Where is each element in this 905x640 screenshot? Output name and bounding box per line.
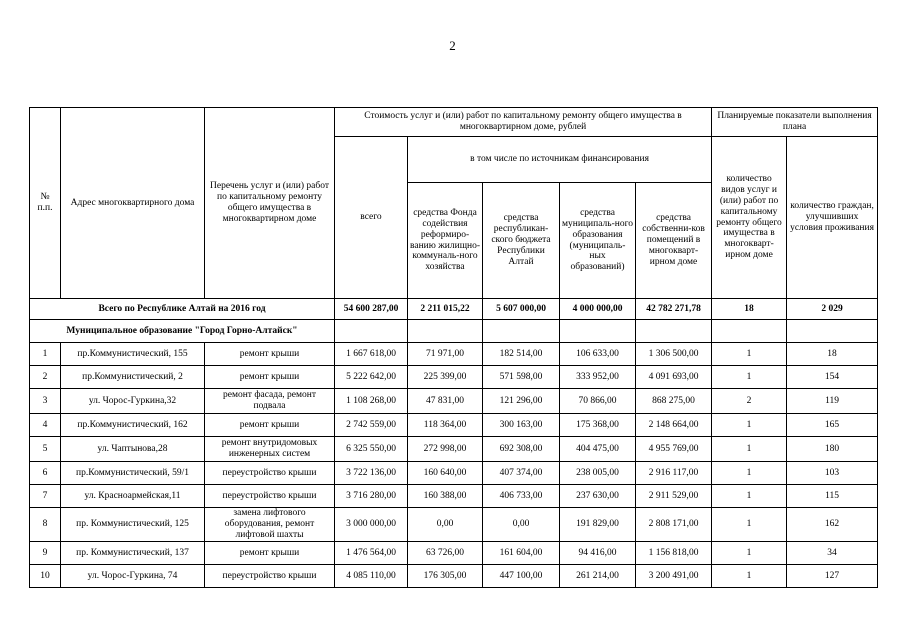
row-total: 3 000 000,00 (335, 508, 408, 542)
table-row (30, 366, 878, 389)
row-works: 1 (712, 366, 787, 389)
row-citizens: 103 (787, 462, 878, 485)
header-fund: средства Фонда содействия реформиро-ванию жилищно-коммуналь-ного хозяйства (408, 183, 483, 299)
row-citizens: 119 (787, 389, 878, 414)
row-owners: 2 808 171,00 (636, 508, 712, 542)
row-municipal: 106 633,00 (560, 343, 636, 366)
row-address: пр. Коммунистический, 137 (61, 542, 205, 565)
row-service: ремонт крыши (205, 343, 335, 366)
row-service: ремонт крыши (205, 366, 335, 389)
row-service: переустройство крыши (205, 462, 335, 485)
row-fund: 118 364,00 (408, 414, 483, 437)
header-citizens: количество граждан, улучшивших условия проживания (787, 137, 878, 299)
row-municipal: 94 416,00 (560, 542, 636, 565)
row-municipal: 70 866,00 (560, 389, 636, 414)
municipality-label: Муниципальное образование "Город Горно-Алтайск" (30, 320, 335, 343)
row-municipal: 191 829,00 (560, 508, 636, 542)
table-row (30, 485, 878, 508)
row-num: 4 (30, 414, 61, 437)
row-works: 2 (712, 389, 787, 414)
row-municipal: 237 630,00 (560, 485, 636, 508)
row-num: 2 (30, 366, 61, 389)
header-cost-group: Стоимость услуг и (или) работ по капитальному ремонту общего имущества в многоквартирном доме, рублей (335, 108, 712, 137)
row-republic: 447 100,00 (483, 565, 560, 588)
row-republic: 300 163,00 (483, 414, 560, 437)
row-works: 1 (712, 508, 787, 542)
row-owners: 4 091 693,00 (636, 366, 712, 389)
row-num: 7 (30, 485, 61, 508)
row-fund: 71 971,00 (408, 343, 483, 366)
row-num: 9 (30, 542, 61, 565)
row-owners: 3 200 491,00 (636, 565, 712, 588)
row-total: 3 722 136,00 (335, 462, 408, 485)
row-total: 3 716 280,00 (335, 485, 408, 508)
row-works: 1 (712, 414, 787, 437)
row-num: 10 (30, 565, 61, 588)
row-total: 2 742 559,00 (335, 414, 408, 437)
row-owners: 2 911 529,00 (636, 485, 712, 508)
row-total: 5 222 642,00 (335, 366, 408, 389)
row-num: 8 (30, 508, 61, 542)
row-municipal: 333 952,00 (560, 366, 636, 389)
row-republic: 182 514,00 (483, 343, 560, 366)
header-sources-group: в том числе по источникам финансирования (408, 137, 712, 183)
header-services: Перечень услуг и (или) работ по капитальному ремонту общего имущества в многоквартирном доме (205, 108, 335, 299)
table-row (30, 414, 878, 437)
header-address: Адрес многоквартирного дома (61, 108, 205, 299)
row-num: 6 (30, 462, 61, 485)
row-address: ул. Чорос-Гуркина, 74 (61, 565, 205, 588)
table-row (30, 565, 878, 588)
row-fund: 47 831,00 (408, 389, 483, 414)
row-total: 1 476 564,00 (335, 542, 408, 565)
row-total: 6 325 550,00 (335, 437, 408, 462)
header-num: № п.п. (30, 108, 61, 299)
row-address: ул. Чаптынова,28 (61, 437, 205, 462)
header-municipal: средства муниципаль-ного образования (муниципаль-ных образований) (560, 183, 636, 299)
row-service: переустройство крыши (205, 485, 335, 508)
total-republic: 5 607 000,00 (483, 299, 560, 320)
row-owners: 2 916 117,00 (636, 462, 712, 485)
row-municipal: 404 475,00 (560, 437, 636, 462)
row-address: пр. Коммунистический, 125 (61, 508, 205, 542)
row-republic: 406 733,00 (483, 485, 560, 508)
municipality-row (30, 320, 878, 343)
header-plan-group: Планируемые показатели выполнения плана (712, 108, 878, 137)
total-works: 18 (712, 299, 787, 320)
total-fund: 2 211 015,22 (408, 299, 483, 320)
row-owners: 2 148 664,00 (636, 414, 712, 437)
total-row (30, 299, 878, 320)
header-works-count: количество видов услуг и (или) работ по капитальному ремонту общего имущества в многокварт-ирном доме (712, 137, 787, 299)
row-republic: 407 374,00 (483, 462, 560, 485)
table-row (30, 389, 878, 414)
row-total: 1 108 268,00 (335, 389, 408, 414)
total-sum: 54 600 287,00 (335, 299, 408, 320)
row-republic: 692 308,00 (483, 437, 560, 462)
total-owners: 42 782 271,78 (636, 299, 712, 320)
row-works: 1 (712, 343, 787, 366)
row-fund: 0,00 (408, 508, 483, 542)
row-address: ул. Чорос-Гуркина,32 (61, 389, 205, 414)
row-owners: 1 156 818,00 (636, 542, 712, 565)
row-service: ремонт крыши (205, 414, 335, 437)
row-owners: 1 306 500,00 (636, 343, 712, 366)
row-service: ремонт фасада, ремонт подвала (205, 389, 335, 414)
row-municipal: 238 005,00 (560, 462, 636, 485)
row-service: ремонт внутридомовых инженерных систем (205, 437, 335, 462)
row-address: ул. Красноармейская,11 (61, 485, 205, 508)
row-owners: 868 275,00 (636, 389, 712, 414)
row-works: 1 (712, 485, 787, 508)
capital-repair-table (29, 107, 878, 588)
row-citizens: 180 (787, 437, 878, 462)
row-works: 1 (712, 565, 787, 588)
page-number: 2 (449, 38, 456, 53)
row-address: пр.Коммунистический, 59/1 (61, 462, 205, 485)
table-row (30, 462, 878, 485)
row-republic: 161 604,00 (483, 542, 560, 565)
table-row (30, 542, 878, 565)
row-service: замена лифтового оборудования, ремонт лифтовой шахты (205, 508, 335, 542)
row-works: 1 (712, 462, 787, 485)
row-address: пр.Коммунистический, 155 (61, 343, 205, 366)
row-address: пр.Коммунистический, 2 (61, 366, 205, 389)
row-total: 1 667 618,00 (335, 343, 408, 366)
header-total: всего (335, 137, 408, 299)
row-citizens: 127 (787, 565, 878, 588)
row-num: 5 (30, 437, 61, 462)
row-citizens: 165 (787, 414, 878, 437)
row-fund: 272 998,00 (408, 437, 483, 462)
row-citizens: 162 (787, 508, 878, 542)
row-republic: 571 598,00 (483, 366, 560, 389)
row-citizens: 154 (787, 366, 878, 389)
header-owners: средства собственни-ков помещений в многокварт-ирном доме (636, 183, 712, 299)
row-address: пр.Коммунистический, 162 (61, 414, 205, 437)
row-municipal: 261 214,00 (560, 565, 636, 588)
row-citizens: 115 (787, 485, 878, 508)
row-republic: 121 296,00 (483, 389, 560, 414)
row-owners: 4 955 769,00 (636, 437, 712, 462)
row-num: 3 (30, 389, 61, 414)
table-row (30, 508, 878, 542)
row-fund: 225 399,00 (408, 366, 483, 389)
header-republic: средства республикан-ского бюджета Республики Алтай (483, 183, 560, 299)
total-citizens: 2 029 (787, 299, 878, 320)
row-republic: 0,00 (483, 508, 560, 542)
row-works: 1 (712, 437, 787, 462)
table-row (30, 343, 878, 366)
row-citizens: 34 (787, 542, 878, 565)
row-num: 1 (30, 343, 61, 366)
table-row (30, 437, 878, 462)
row-citizens: 18 (787, 343, 878, 366)
total-municipal: 4 000 000,00 (560, 299, 636, 320)
row-municipal: 175 368,00 (560, 414, 636, 437)
row-works: 1 (712, 542, 787, 565)
row-fund: 160 640,00 (408, 462, 483, 485)
row-fund: 63 726,00 (408, 542, 483, 565)
total-label: Всего по Республике Алтай на 2016 год (30, 299, 335, 320)
row-fund: 176 305,00 (408, 565, 483, 588)
row-service: ремонт крыши (205, 542, 335, 565)
row-service: переустройство крыши (205, 565, 335, 588)
row-fund: 160 388,00 (408, 485, 483, 508)
row-total: 4 085 110,00 (335, 565, 408, 588)
